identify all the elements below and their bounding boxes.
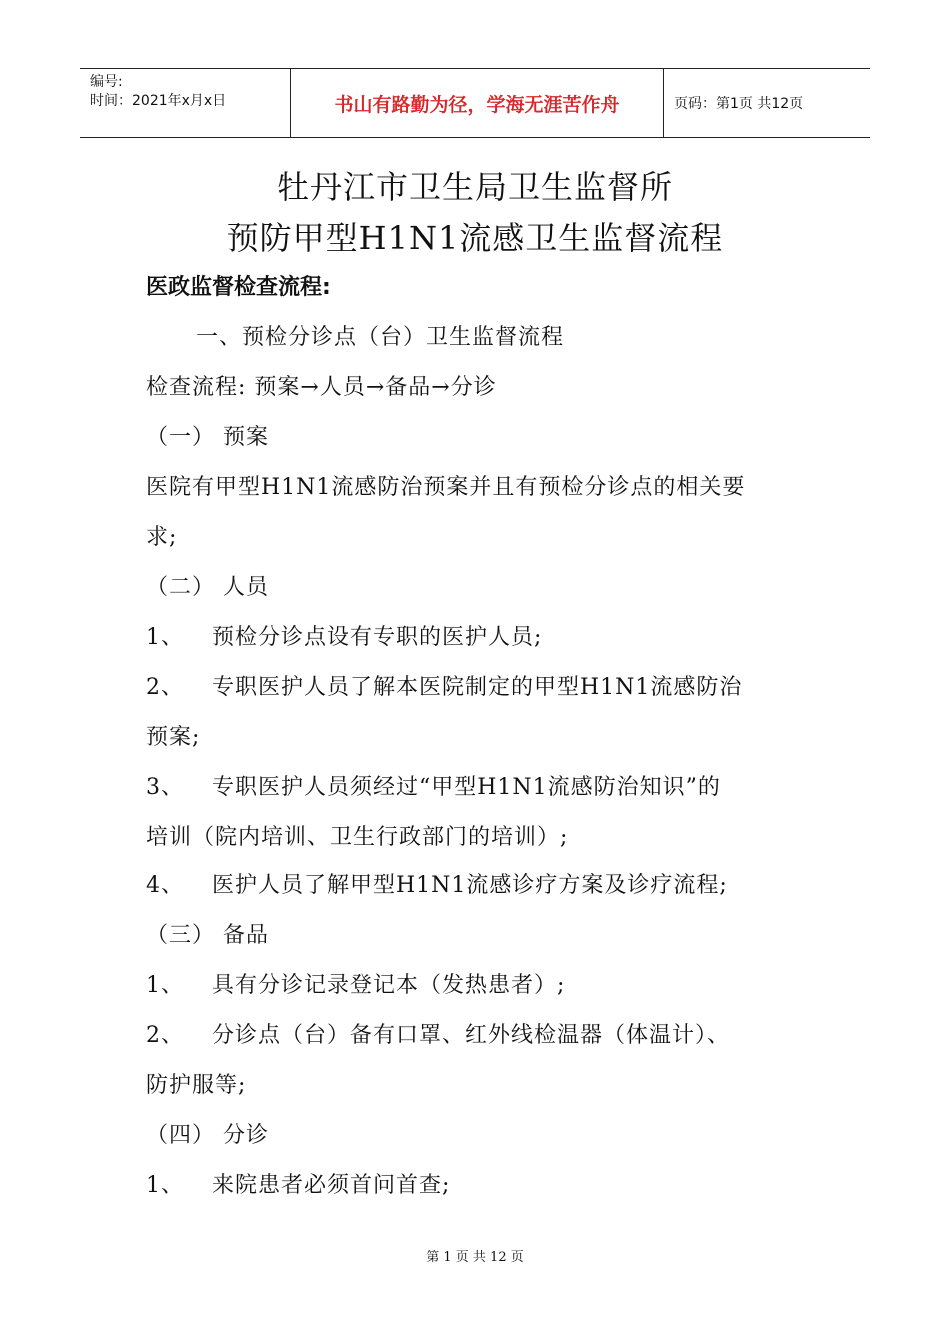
time-label: 时间：2021年x月x日 — [90, 93, 227, 109]
list-number: 2、 — [146, 675, 184, 700]
list-item — [146, 1018, 816, 1049]
list-item — [146, 670, 816, 701]
list-number: 2、 — [146, 1023, 184, 1048]
number-label: 编号: — [90, 74, 123, 90]
section-4-title: （四） 分诊 — [146, 1123, 269, 1148]
list-text: 来院患者必须首问首查; — [212, 1173, 451, 1198]
section-1-title: （一） 预案 — [146, 425, 269, 450]
list-item — [146, 868, 816, 899]
list-item — [146, 770, 816, 801]
list-item — [146, 968, 816, 999]
subtitle: 一、预检分诊点（台）卫生监督流程 — [196, 325, 565, 350]
list-item — [146, 1168, 816, 1199]
header-motto: 书山有路勤为径，学海无涯苦作舟 — [291, 69, 664, 137]
header-page-info: 页码：第1页 共12页 — [674, 96, 804, 112]
list-text: 预检分诊点设有专职的医护人员; — [212, 625, 543, 650]
list-item — [146, 620, 816, 651]
list-number: 1、 — [146, 1173, 184, 1198]
header-meta — [80, 69, 291, 137]
page-footer: 第 1 页 共 12 页 — [426, 1250, 524, 1265]
list-number: 1、 — [146, 973, 184, 998]
list-item-cont: 防护服等; — [146, 1073, 247, 1098]
document-header — [80, 68, 870, 138]
list-number: 4、 — [146, 873, 184, 898]
section-heading: 医政监督检查流程: — [146, 275, 331, 300]
list-number: 1、 — [146, 625, 184, 650]
section-1-text-cont: 求; — [146, 525, 178, 550]
document-title-line1: 牡丹江市卫生局卫生监督所 — [276, 168, 673, 206]
section-2-title: （二） 人员 — [146, 575, 269, 600]
list-item-cont: 预案; — [146, 725, 201, 750]
list-number: 3、 — [146, 775, 184, 800]
process-line: 检查流程: 预案→人员→备品→分诊 — [146, 375, 497, 400]
list-text: 医护人员了解甲型H1N1流感诊疗方案及诊疗流程; — [212, 873, 728, 898]
list-text: 专职医护人员了解本医院制定的甲型H1N1流感防治 — [212, 675, 743, 700]
list-text: 具有分诊记录登记本（发热患者）; — [212, 973, 566, 998]
list-text: 专职医护人员须经过“甲型H1N1流感防治知识”的 — [212, 775, 721, 800]
document-title-line2: 预防甲型H1N1流感卫生监督流程 — [226, 219, 724, 257]
list-text: 分诊点（台）备有口罩、红外线检温器（体温计）、 — [212, 1023, 731, 1048]
list-item-cont: 培训（院内培训、卫生行政部门的培训）; — [146, 825, 569, 850]
section-3-title: （三） 备品 — [146, 923, 269, 948]
section-1-text: 医院有甲型H1N1流感防治预案并且有预检分诊点的相关要 — [146, 475, 746, 500]
